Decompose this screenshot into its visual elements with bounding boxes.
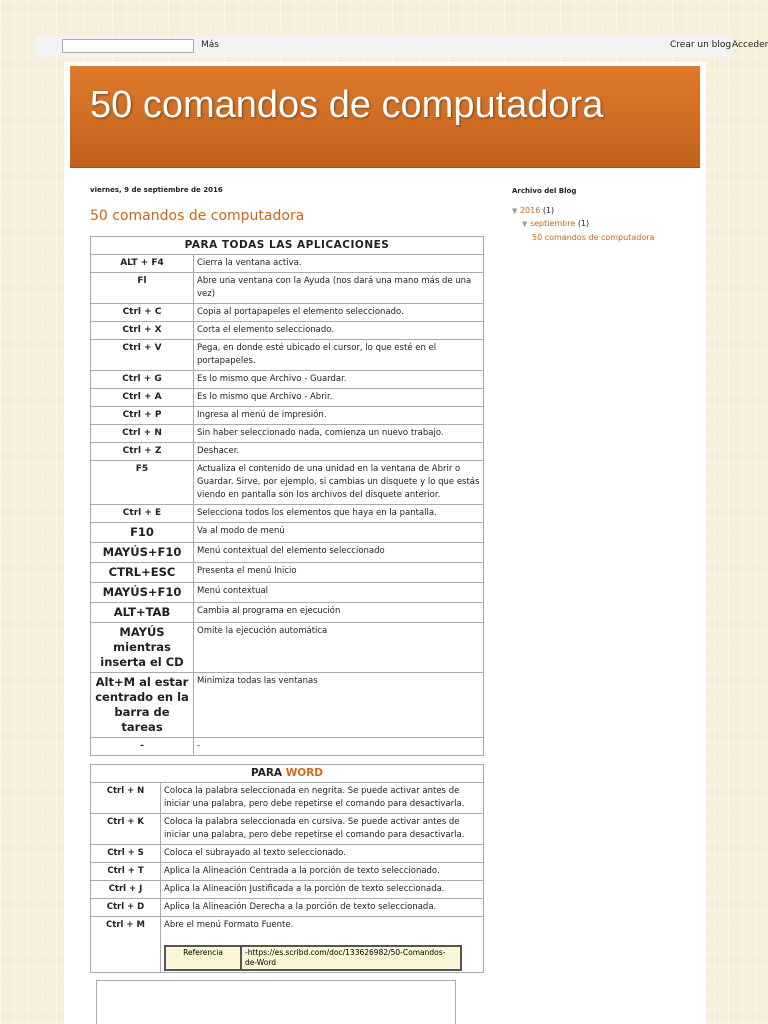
table-row xyxy=(91,881,484,899)
shortcut-key: F5 xyxy=(91,461,194,505)
shortcut-description: Aplica la Alineación Justificada a la porción de texto seleccionada. xyxy=(161,881,484,899)
shortcut-description: Minimiza todas las ventanas xyxy=(194,673,484,738)
archive-post-link[interactable]: 50 comandos de computadora xyxy=(532,233,655,242)
shortcut-description: Abre el menú Formato Fuente. xyxy=(161,917,484,973)
shortcut-description: Coloca el subrayado al texto seleccionado. xyxy=(161,845,484,863)
triangle-down-icon[interactable]: ▼ xyxy=(522,220,528,228)
table-row xyxy=(91,543,484,563)
table-row xyxy=(91,505,484,523)
shortcut-description: Copia al portapapeles el elemento seleccionado. xyxy=(194,304,484,322)
shortcut-key: Ctrl + N xyxy=(91,783,161,814)
table-row xyxy=(91,814,484,845)
post-title[interactable]: 50 comandos de computadora xyxy=(90,208,305,224)
shortcut-key: MAYÚS+F10 xyxy=(91,543,194,563)
archive-post-item[interactable] xyxy=(532,233,654,242)
shortcut-key: ALT+TAB xyxy=(91,603,194,623)
table-row xyxy=(91,425,484,443)
shortcut-key: MAYÚS mientras inserta el CD xyxy=(91,623,194,673)
archive-year-item[interactable]: ▼ 2016 (1) xyxy=(512,206,555,215)
table-row xyxy=(91,738,484,756)
shortcut-description: Coloca la palabra seleccionada en negrita. Se puede activar antes de iniciar una palabra, pero debe repetirse el comando para desactivarla. xyxy=(161,783,484,814)
blogger-navbar xyxy=(36,36,768,56)
table-row xyxy=(91,583,484,603)
shortcut-key: Ctrl + J xyxy=(91,881,161,899)
shortcut-description: Aplica la Alineación Centrada a la porción de texto seleccionado. xyxy=(161,863,484,881)
next-table-frame xyxy=(96,980,456,1024)
shortcut-key: Ctrl + T xyxy=(91,863,161,881)
shortcut-description: Ingresa al menú de impresión. xyxy=(194,407,484,425)
shortcut-description: Abre una ventana con la Ayuda (nos dará una mano más de una vez) xyxy=(194,273,484,304)
reference-table xyxy=(164,945,462,971)
shortcut-key: Alt+M al estar centrado en la barra de tareas xyxy=(91,673,194,738)
shortcut-description: Menú contextual del elemento seleccionado xyxy=(194,543,484,563)
shortcut-key: MAYÚS+F10 xyxy=(91,583,194,603)
table-row xyxy=(91,304,484,322)
shortcut-key: F10 xyxy=(91,523,194,543)
shortcut-key: Ctrl + S xyxy=(91,845,161,863)
table-row xyxy=(91,340,484,371)
blog-title[interactable]: 50 comandos de computadora xyxy=(90,84,604,126)
triangle-down-icon[interactable]: ▼ xyxy=(512,207,518,215)
shortcut-description: - xyxy=(194,738,484,756)
archive-year-link[interactable]: 2016 xyxy=(519,206,541,215)
shortcut-description: Corta el elemento seleccionado. xyxy=(194,322,484,340)
shortcut-description: Va al modo de menú xyxy=(194,523,484,543)
archive-month-item[interactable]: ▼ septiembre (1) xyxy=(522,219,590,228)
shortcut-key: Ctrl + K xyxy=(91,814,161,845)
table-row xyxy=(91,322,484,340)
table-row xyxy=(91,563,484,583)
table-row xyxy=(91,603,484,623)
shortcut-key: Ctrl + X xyxy=(91,322,194,340)
table-row xyxy=(91,255,484,273)
create-blog-link[interactable]: Crear un blog xyxy=(670,40,732,50)
table-header: PARA TODAS LAS APLICACIONES xyxy=(91,237,484,255)
shortcut-key: Ctrl + N xyxy=(91,425,194,443)
table-row xyxy=(91,899,484,917)
shortcut-key: Ctrl + C xyxy=(91,304,194,322)
table-row xyxy=(91,673,484,738)
shortcut-description: Sin haber seleccionado nada, comienza un nuevo trabajo. xyxy=(194,425,484,443)
shortcut-key: Ctrl + P xyxy=(91,407,194,425)
post-date: viernes, 9 de septiembre de 2016 xyxy=(90,186,223,194)
shortcut-description: Cambia al programa en ejecución xyxy=(194,603,484,623)
shortcut-key: Ctrl + D xyxy=(91,899,161,917)
table-row xyxy=(91,623,484,673)
shortcut-key: ALT + F4 xyxy=(91,255,194,273)
shortcut-key: Ctrl + M xyxy=(91,917,161,973)
table-row xyxy=(91,371,484,389)
shortcut-description: Es lo mismo que Archivo - Guardar. xyxy=(194,371,484,389)
table-row xyxy=(91,389,484,407)
blog-archive-title: Archivo del Blog xyxy=(512,187,577,195)
table-row xyxy=(91,783,484,814)
shortcut-description: Es lo mismo que Archivo - Abrir. xyxy=(194,389,484,407)
shortcut-key: Ctrl + E xyxy=(91,505,194,523)
table-header: PARA WORD xyxy=(91,765,484,783)
shortcuts-table-all xyxy=(90,236,484,756)
shortcut-key: Ctrl + G xyxy=(91,371,194,389)
table-row xyxy=(91,461,484,505)
shortcut-description: Pega, en donde esté ubicado el cursor, lo que esté en el portapapeles. xyxy=(194,340,484,371)
shortcuts-table-word xyxy=(90,764,484,973)
shortcut-key: Fl xyxy=(91,273,194,304)
reference-value: -https://es.scribd.com/doc/133626982/50-Comandos-de-Word xyxy=(241,946,461,970)
shortcut-description: Aplica la Alineación Derecha a la porción de texto seleccionada. xyxy=(161,899,484,917)
archive-month-link[interactable]: septiembre xyxy=(529,219,576,228)
shortcut-key: Ctrl + A xyxy=(91,389,194,407)
shortcut-key: Ctrl + Z xyxy=(91,443,194,461)
login-link[interactable]: Acceder xyxy=(732,40,768,50)
table-row xyxy=(91,845,484,863)
shortcut-description: Coloca la palabra seleccionada en cursiva. Se puede activar antes de iniciar una palabra, pero debe repetirse el comando para desactivarla. xyxy=(161,814,484,845)
search-input[interactable] xyxy=(62,39,194,53)
shortcut-key: - xyxy=(91,738,194,756)
shortcut-description: Omite la ejecución automática xyxy=(194,623,484,673)
table-row xyxy=(91,407,484,425)
shortcut-description: Menú contextual xyxy=(194,583,484,603)
shortcut-description: Presenta el menú Inicio xyxy=(194,563,484,583)
table-row xyxy=(91,523,484,543)
more-link[interactable]: Más xyxy=(201,40,219,50)
shortcut-description: Deshacer. xyxy=(194,443,484,461)
table-row xyxy=(91,273,484,304)
blog-header xyxy=(70,66,700,168)
table-row xyxy=(91,443,484,461)
shortcut-key: Ctrl + V xyxy=(91,340,194,371)
shortcut-description: Actualiza el contenido de una unidad en la ventana de Abrir o Guardar. Sirve, por ejemplo, si cambias un disquete y lo que estás viendo en pantalla son los archivos del disquete anterior. xyxy=(194,461,484,505)
shortcut-description: Cierra la ventana activa. xyxy=(194,255,484,273)
table-row xyxy=(91,863,484,881)
reference-label: Referencia xyxy=(165,946,241,970)
shortcut-description: Selecciona todos los elementos que haya en la pantalla. xyxy=(194,505,484,523)
shortcut-key: CTRL+ESC xyxy=(91,563,194,583)
